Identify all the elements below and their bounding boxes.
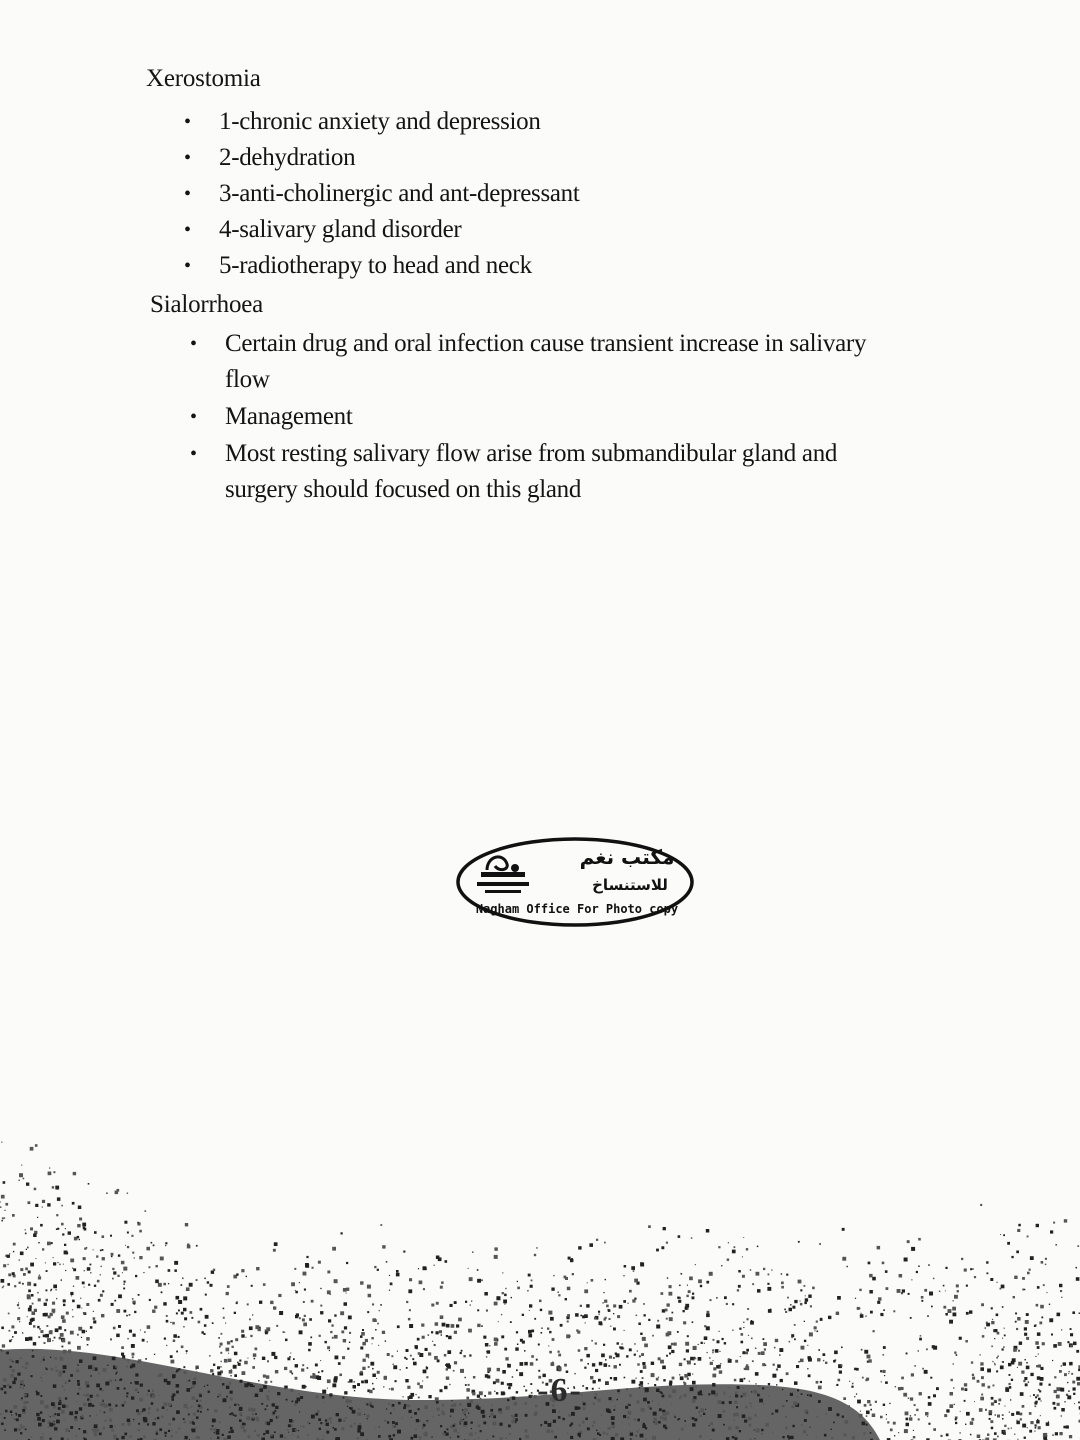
bullet-icon: • bbox=[190, 443, 197, 465]
bullet-icon: • bbox=[184, 255, 191, 277]
list-item: • 3-anti-cholinergic and ant-depressant bbox=[184, 176, 904, 212]
list-item: • Management bbox=[190, 399, 910, 435]
bullet-icon: • bbox=[190, 406, 197, 428]
bullet-icon: • bbox=[184, 147, 191, 169]
sialorrhoea-list bbox=[190, 326, 910, 509]
stamp-arabic-title: مكتب نغم bbox=[579, 845, 675, 869]
stamp-english-text: Nagham Office For Photo copy bbox=[475, 902, 679, 916]
bullet-icon: • bbox=[184, 111, 191, 133]
bullet-icon: • bbox=[190, 333, 197, 355]
stamp-logo-icon bbox=[477, 857, 529, 893]
stamp-arabic-subtitle: للاستنساخ bbox=[592, 876, 668, 894]
bullet-icon: • bbox=[184, 183, 191, 205]
list-item: • Certain drug and oral infection cause transient increase in salivary flow bbox=[190, 326, 910, 398]
list-item: • 2-dehydration bbox=[184, 140, 904, 176]
list-item: • 4-salivary gland disorder bbox=[184, 212, 904, 248]
page-number: -6- bbox=[537, 1372, 583, 1409]
bullet-icon: • bbox=[184, 219, 191, 241]
xerostomia-cause-list bbox=[184, 104, 904, 284]
list-item: • 5-radiotherapy to head and neck bbox=[184, 248, 904, 284]
office-stamp bbox=[455, 836, 695, 928]
list-item: • Most resting salivary flow arise from submandibular gland and surgery should focused on this gland bbox=[190, 436, 910, 508]
list-item: • 1-chronic anxiety and depression bbox=[184, 104, 904, 140]
section-heading-xerostomia: Xerostomia bbox=[146, 65, 261, 92]
section-heading-sialorrhoea: Sialorrhoea bbox=[150, 291, 264, 318]
